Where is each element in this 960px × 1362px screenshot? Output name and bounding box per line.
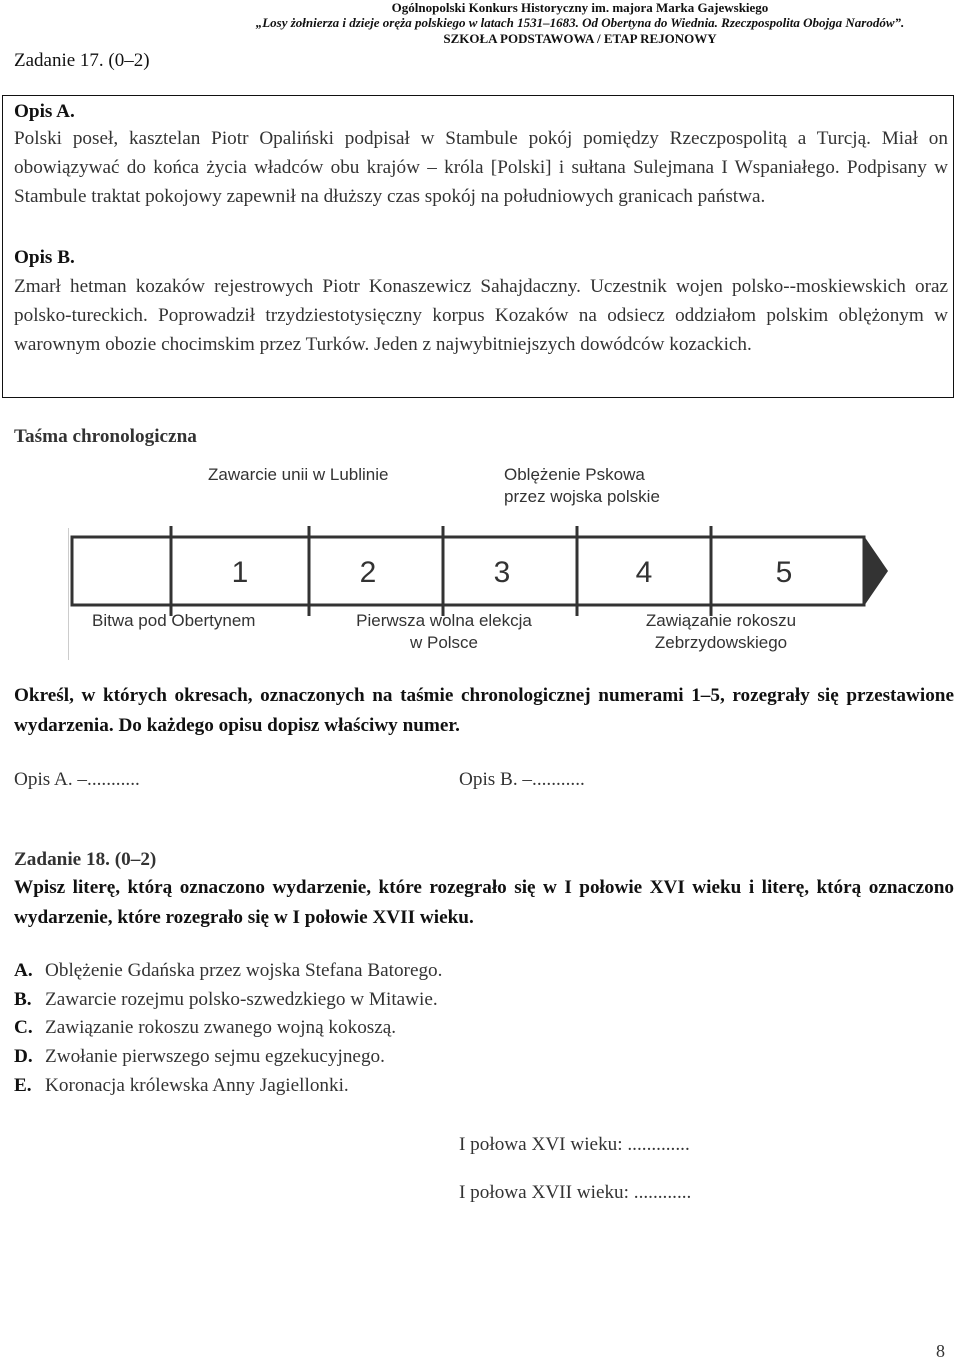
header-school-level: SZKOŁA PODSTAWOWA / ETAP REJONOWY	[443, 31, 717, 46]
timeline-number-5: 5	[775, 556, 793, 589]
header-contest-theme: „Losy żołnierza i dzieje oręża polskiego w latach 1531–1683. Od Obertyna do Wiednia. Rzeczpospolita Obojga Narodów”.	[255, 15, 905, 30]
page-number: 8	[936, 1341, 945, 1361]
option-e	[14, 1073, 349, 1099]
timeline-title: Taśma chronologiczna	[14, 426, 197, 447]
timeline-number-2: 2	[359, 556, 377, 589]
option-d	[14, 1044, 385, 1070]
opis-a-label: Opis A.	[14, 101, 75, 122]
opis-b-text: Zmarł hetman kozaków rejestrowych Piotr Konaszewicz Sahajdaczny. Uczestnik wojen polsko--moskiewskich oraz polsko-tureckich. Poprowadził trzydziestotysięczny korpus Kozaków na odsiecz oddziałom polskim oblężonym w warownym obozie chocimskim przez Turków. Jeden z najwybitniejszych dowódców kozackich.	[14, 276, 948, 355]
option-text: Koronacja królewska Anny Jagiellonki.	[45, 1075, 349, 1096]
chronological-timeline	[68, 452, 890, 670]
timeline-number-3: 3	[493, 556, 511, 589]
option-text: Zawiązanie rokoszu zwanego wojną kokoszą.	[45, 1017, 397, 1038]
task18-title: Zadanie 18. (0–2)	[14, 849, 157, 870]
timeline-label-oblezenie-pskowa-2: przez wojska polskie	[504, 487, 660, 506]
option-c	[14, 1015, 396, 1041]
option-letter: C.	[14, 1017, 33, 1038]
opis-a-text: Polski poseł, kasztelan Piotr Opaliński podpisał w Stambule pokój pomiędzy Rzeczpospolitą a Turcją. Miał on obowiązywać do końca życia władców obu krajów – króla [Polski] i sułtana Sulejmana I Wspaniałego. Podpisany w Stambule traktat pokojowy zapewnił na dłuższy czas spokój na południowych granicach państwa.	[14, 128, 948, 207]
option-text: Zawarcie rozejmu polsko-szwedzkiego w Mitawie.	[45, 989, 438, 1010]
timeline-number-1: 1	[231, 556, 249, 589]
timeline-label-wolna-elekcja-2: w Polsce	[409, 633, 479, 652]
option-letter: A.	[14, 960, 33, 981]
timeline-bar	[72, 537, 864, 605]
timeline-arrowhead	[864, 536, 888, 606]
task17-instruction: Określ, w których okresach, oznaczonych na taśmie chronologicznej numerami 1–5, rozegrały się przestawione wydarzenia. Do każdego opisu dopisz właściwy numer.	[14, 685, 954, 736]
timeline-label-rokosz-2: Zebrzydowskiego	[654, 633, 788, 652]
option-text: Oblężenie Gdańska przez wojska Stefana Batorego.	[45, 960, 443, 981]
header-contest-name: Ogólnopolski Konkurs Historyczny im. majora Marka Gajewskiego	[391, 0, 769, 15]
timeline-label-rokosz-1: Zawiązanie rokoszu	[645, 611, 797, 630]
answer-opis-a: Opis A. –...........	[14, 769, 140, 790]
answer-opis-b: Opis B. –...........	[459, 769, 585, 790]
option-letter: B.	[14, 989, 32, 1010]
opis-b-label: Opis B.	[14, 247, 75, 268]
timeline-number-4: 4	[635, 556, 653, 589]
option-b	[14, 987, 438, 1013]
option-a	[14, 958, 442, 984]
timeline-label-oblezenie-pskowa-1: Oblężenie Pskowa	[504, 465, 645, 484]
task17-title: Zadanie 17. (0–2)	[14, 50, 150, 71]
option-text: Zwołanie pierwszego sejmu egzekucyjnego.	[45, 1046, 385, 1067]
timeline-label-obertyn: Bitwa pod Obertynem	[92, 611, 256, 630]
option-letter: E.	[14, 1075, 32, 1096]
answer-xvii-century: I połowa XVII wieku: ............	[459, 1182, 692, 1203]
answer-xvi-century: I połowa XVI wieku: .............	[459, 1134, 690, 1155]
timeline-label-unia-lubelska: Zawarcie unii w Lublinie	[208, 465, 389, 484]
option-letter: D.	[14, 1046, 33, 1067]
task18-instruction: Wpisz literę, którą oznaczono wydarzenie, które rozegrało się w I połowie XVI wieku i literę, którą oznaczono wydarzenie, które rozegrało się w I połowie XVII wieku.	[14, 877, 954, 928]
timeline-label-wolna-elekcja-1: Pierwsza wolna elekcja	[356, 611, 532, 630]
timeline-left-edge	[68, 528, 69, 660]
